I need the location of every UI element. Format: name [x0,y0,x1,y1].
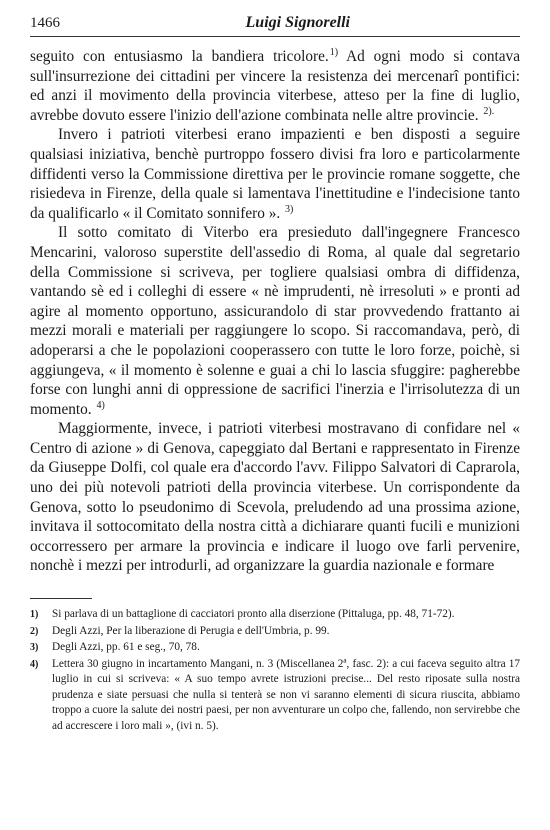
paragraph-text: seguito con entusiasmo la bandiera tricolore. [30,48,329,65]
footnote-reference: 3) [285,203,294,215]
footnote-mark: 2) [30,625,39,637]
footnotes [30,607,520,734]
paragraph [30,223,520,419]
page-header [30,14,520,37]
paragraph-text: Ad ogni modo si contava sull'insurrezione dei cittadini per vincere la resistenza dei mercenarî pontifici: ed anzi il movimento della provincia viterbese, atteso per la fine di luglio, avrebbe dovuto essere l'inizio dell'azione combinata nelle altre provincie. [30,48,520,124]
footnote [30,657,520,735]
main-text [30,47,520,576]
footnote-text: Lettera 30 giugno in incartamento Mangani, n. 3 (Miscellanea 2ª, fasc. 2): a cui faceva seguito altra 17 luglio in cui si scriveva: « A suo tempo avrete istruzioni precise... Del resto riposate sulla nostra prudenza e siate persuasi che nulla si tenterà se non vi saranno elementi di sicura riuscita, abbiamo troppo a cuore la salute dei nostri paesi, per non avventurare un colpo che, fallendo, non servirebbe che ad accrescere i loro mali », (ivi n. 5). [52,657,520,732]
footnote-text: Degli Azzi, pp. 61 e seg., 70, 78. [52,641,200,654]
footnote [30,624,520,640]
footnote [30,607,520,623]
paragraph [30,125,520,223]
paragraph-text: Invero i patrioti viterbesi erano impazienti e ben disposti a seguire qualsiasi iniziativa, benchè purtroppo fossero divisi fra loro e particolarmente diffidenti verso la Commissione direttiva per le provincie romane soggette, che risiedeva in Firenze, della quale si lamentava l'inettitudine e l'indecisione tanto da qualificarlo « il Comitato sonnifero ». [30,126,520,222]
footnote-mark: 3) [30,642,39,654]
paragraph [30,419,520,576]
footnote-reference: 4) [96,399,105,411]
footnote-reference: 1) [329,46,339,58]
footnote [30,640,520,656]
running-title: Luigi Signorelli [245,14,350,31]
footnote-mark: 1) [30,609,39,621]
page-number: 1466 [30,15,60,31]
paragraph-text: Il sotto comitato di Viterbo era presieduto dall'ingegnere Francesco Mencarini, valoroso superstite dell'assedio di Roma, al quale dal segretario della Commissione si scriveva, per togliere qualsiasi ombra di diffidenza, vantando sè ed i colleghi di essere « nè imprudenti, nè irresoluti » e pronti ad agire al momento opportuno, assicurandolo di star provvedendo frattanto ai mezzi morali e materiali per raggiungere lo scopo. Si raccomandava, però, di adoperarsi a che le popolazioni cooperassero con tutte le loro forze, poichè, si aggiungeva, « il momento è solenne e guai a chi lo lascia sfuggire: pagherebbe forse con lunghi anni di oppressione de sacrifici l'inerzia e l'irrisolutezza di un momento. [30,224,520,418]
footnote-reference: 2). [483,105,495,117]
paragraph [30,47,520,125]
paragraph-text: Maggiormente, invece, i patrioti viterbesi mostravano di confidare nel « Centro di azione » di Genova, capeggiato dal Bertani e rappresentato in Firenze da Giuseppe Dolfi, col quale era d'accordo l'avv. Filippo Salvatori di Caprarola, uno dei più notevoli patrioti della provincia viterbese. Un corrispondente da Genova, sotto lo pseudonimo di Scevola, preludendo ad una prossima azione, invitava il sottocomitato della nostra città a dichiarare quanti fucili e munizioni occorressero per armare la provincia e indicare il luogo ove farli pervenire, nonchè i mezzi per introdurli, ad organizzare la guardia nazionale e formare [30,420,520,575]
footnote-text: Si parlava di un battaglione di cacciatori pronto alla diserzione (Pittaluga, pp. 48, 71-72). [52,608,455,621]
footnote-text: Degli Azzi, Per la liberazione di Perugia e dell'Umbria, p. 99. [52,624,330,637]
footnote-mark: 4) [30,658,39,670]
footnote-divider [30,598,92,599]
